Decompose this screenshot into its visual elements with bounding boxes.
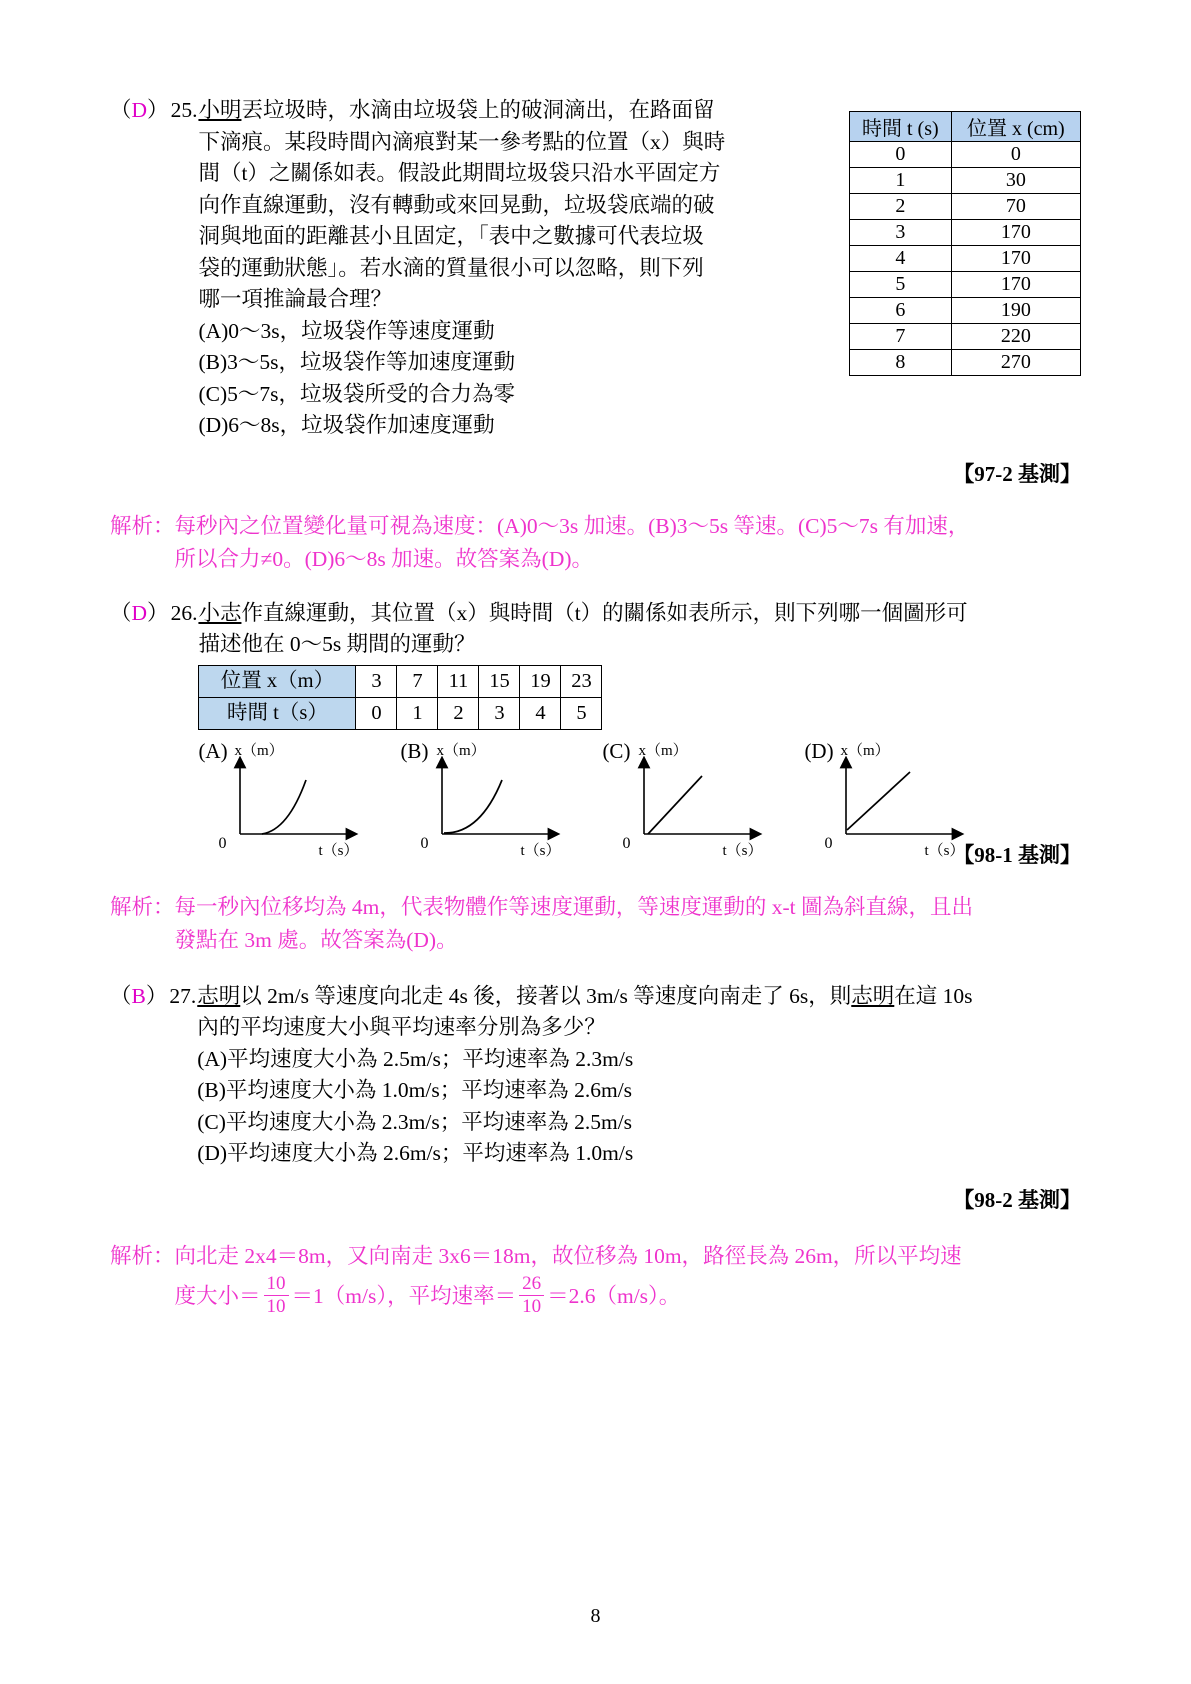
table-row-time [199, 697, 602, 729]
question-25 [110, 95, 1081, 488]
graph-x-axis-label: t（s） [722, 842, 763, 859]
table-row-position [199, 665, 602, 697]
table-row [850, 246, 1081, 272]
graph-y-axis-label: x（m） [638, 742, 688, 759]
cell-position: 7 [397, 665, 438, 697]
stem-line: 描述他在 0～5s 期間的運動？ [198, 632, 476, 656]
table-row [850, 350, 1081, 376]
explanation-line: 發點在 3m 處。故答案為(D)。 [174, 927, 458, 952]
explanation-body [175, 1240, 1081, 1320]
fraction-denominator: 10 [264, 1295, 289, 1318]
explanation-line: 向北走 2x4＝8m，又向南走 3x6＝18m，故位移為 10m，路徑長為 26m，所以平均速 [174, 1243, 962, 1268]
stem-line: 下滴痕。某段時間內滴痕對某一參考點的位置（x）與時 [198, 129, 726, 154]
question-26-source: 【98-1 基測】 [953, 842, 1081, 867]
cell-position: 170 [951, 272, 1080, 298]
table-row [850, 298, 1081, 324]
fraction-numerator: 26 [522, 1273, 542, 1295]
cell-time: 1 [397, 697, 438, 729]
answer-marker: （B） [110, 983, 168, 1008]
cell-position: 170 [951, 246, 1080, 272]
table-row [850, 220, 1081, 246]
row-label-position: 位置 x（m） [199, 665, 356, 697]
stem-line: 哪一項推論最合理？ [198, 287, 392, 311]
question-26-graph-options [198, 736, 1081, 861]
page-number: 8 [590, 1605, 601, 1627]
graph-origin-label: 0 [622, 834, 631, 852]
fraction-average-speed [519, 1273, 544, 1318]
explanation-line-with-fractions [175, 1273, 1081, 1320]
graph-option-d-label: (D) [804, 738, 834, 763]
cell-position: 190 [951, 298, 1080, 324]
cell-position: 170 [951, 220, 1080, 246]
stem-line-rest: 丟垃圾時，水滴由垃圾袋上的破洞滴出，在路面留 [241, 98, 715, 122]
graph-y-axis-label: x（m） [234, 742, 284, 759]
cell-time: 0 [356, 697, 397, 729]
cell-position: 11 [438, 665, 479, 697]
stem-line: 洞與地面的距離甚小且固定，「表中之數據可代表垃圾 [198, 224, 704, 248]
cell-position: 15 [479, 665, 520, 697]
table-row [850, 194, 1081, 220]
explanation-line: 每一秒內位移均為 4m，代表物體作等速度運動，等速度運動的 x-t 圖為斜直線，且出 [174, 894, 974, 919]
cell-time: 7 [850, 324, 952, 350]
explanation-label: 解析： [110, 1243, 175, 1268]
question-25-source: 【97-2 基測】 [953, 461, 1081, 486]
cell-time: 6 [850, 298, 952, 324]
option-a[interactable]: (A)平均速度大小為 2.5m/s；平均速率為 2.3m/s [197, 1046, 634, 1071]
question-27-explanation [110, 1240, 1081, 1320]
cell-position: 19 [520, 665, 561, 697]
graph-origin-label: 0 [420, 834, 429, 852]
question-27-source: 【98-2 基測】 [953, 1187, 1081, 1212]
cell-time: 0 [850, 142, 952, 168]
cell-time: 2 [850, 194, 952, 220]
cell-position: 30 [951, 168, 1080, 194]
question-26-data-table [198, 665, 602, 730]
stem-line [198, 598, 1081, 630]
graph-x-axis-label: t（s） [520, 842, 561, 859]
cell-time: 5 [561, 697, 602, 729]
cell-time: 5 [850, 272, 952, 298]
graph-origin-label: 0 [824, 834, 833, 852]
stem-line [197, 981, 1081, 1013]
option-d[interactable]: (D)平均速度大小為 2.6m/s；平均速率為 1.0m/s [197, 1141, 634, 1165]
explanation-fragment: ＝2.6（m/s）。 [547, 1283, 681, 1308]
question-number: 27. [169, 983, 197, 1008]
fraction-numerator: 10 [266, 1273, 286, 1295]
table-header-row [850, 112, 1081, 142]
question-number: 26. [170, 600, 198, 625]
explanation-label: 解析： [110, 513, 175, 538]
cell-position: 23 [561, 665, 602, 697]
stem-underlined-name: 志明 [197, 983, 241, 1008]
graph-b-plot [428, 756, 588, 846]
graph-option-c-label: (C) [602, 738, 631, 763]
fraction-denominator: 10 [519, 1295, 544, 1318]
table-row [850, 272, 1081, 298]
answer-marker: （D） [110, 98, 169, 122]
stem-line: 間（t）之關係如表。假設此期間垃圾袋只沿水平固定方 [198, 161, 721, 185]
graph-option-d[interactable] [804, 736, 1004, 861]
answer-marker: （D） [110, 600, 169, 625]
question-26 [110, 598, 1081, 869]
option-a[interactable]: (A)0～3s，垃圾袋作等速度運動 [198, 318, 495, 343]
graph-x-axis-label: t（s） [318, 842, 359, 859]
explanation-line: 所以合力≠0。(D)6～8s 加速。故答案為(D)。 [174, 546, 594, 571]
graph-origin-label: 0 [218, 834, 227, 852]
option-c[interactable]: (C)平均速度大小為 2.3m/s；平均速率為 2.5m/s [197, 1109, 633, 1134]
option-c[interactable]: (C)5～7s，垃圾袋所受的合力為零 [198, 381, 515, 406]
cell-time: 4 [850, 246, 952, 272]
answer-letter: D [131, 98, 148, 122]
cell-position: 270 [951, 350, 1080, 376]
row-label-time: 時間 t（s） [199, 697, 356, 729]
explanation-label: 解析： [110, 894, 175, 919]
cell-position: 3 [356, 665, 397, 697]
cell-time: 3 [850, 220, 952, 246]
option-d[interactable]: (D)6～8s，垃圾袋作加速度運動 [198, 413, 495, 437]
graph-d-plot [832, 756, 992, 846]
question-25-body [198, 95, 763, 442]
fraction-average-velocity [264, 1273, 289, 1318]
option-b[interactable]: (B)平均速度大小為 1.0m/s；平均速率為 2.6m/s [197, 1078, 633, 1102]
graph-a-plot [226, 756, 386, 846]
question-26-explanation [110, 891, 1081, 957]
table-row [850, 324, 1081, 350]
question-number: 25. [170, 98, 198, 122]
cell-time: 1 [850, 168, 952, 194]
question-26-header [110, 598, 1081, 861]
graph-y-axis-label: x（m） [436, 742, 486, 759]
explanation-body [175, 510, 1081, 576]
stem-line: 內的平均速度大小與平均速率分別為多少？ [197, 1015, 606, 1039]
cell-position: 0 [951, 142, 1080, 168]
question-26-body [198, 598, 1081, 861]
explanation-fragment: ＝1（m/s），平均速率＝ [291, 1283, 517, 1308]
explanation-body [175, 891, 1081, 957]
explanation-fragment: 度大小＝ [174, 1283, 261, 1308]
explanation-line: 每秒內之位置變化量可視為速度：(A)0～3s 加速。(B)3～5s 等速。(C)5～7s 有加速， [174, 513, 970, 538]
cell-position: 220 [951, 324, 1080, 350]
answer-letter: B [131, 983, 146, 1008]
cell-time: 8 [850, 350, 952, 376]
graph-option-a-label: (A) [198, 738, 228, 763]
graph-y-axis-label: x（m） [840, 742, 890, 759]
cell-position: 70 [951, 194, 1080, 220]
graph-option-b-label: (B) [400, 738, 429, 763]
question-27-header [110, 981, 1081, 1170]
cell-time: 2 [438, 697, 479, 729]
cell-time: 3 [479, 697, 520, 729]
table-header-position: 位置 x (cm) [951, 112, 1080, 142]
table-row [850, 142, 1081, 168]
answer-letter: D [131, 600, 148, 625]
stem-line-rest: 以 2m/s 等速度向北走 4s 後，接著以 3m/s 等速度向南走了 6s，則志明在這 10s [240, 983, 973, 1008]
graph-x-axis-label: t（s） [924, 842, 965, 859]
table-row [850, 168, 1081, 194]
question-25-explanation [110, 510, 1081, 576]
table-header-time: 時間 t (s) [850, 112, 952, 142]
graph-option-c[interactable] [602, 736, 802, 861]
option-b[interactable]: (B)3～5s，垃圾袋作等加速度運動 [198, 350, 515, 374]
stem-underlined-name: 小志 [198, 600, 242, 625]
question-25-data-table [849, 111, 1081, 376]
question-27 [110, 981, 1081, 1214]
graph-c-plot [630, 756, 790, 846]
stem-line [198, 95, 763, 127]
question-27-body [197, 981, 1081, 1170]
stem-line-rest: 作直線運動，其位置（x）與時間（t）的關係如表所示，則下列哪一個圖形可 [241, 600, 968, 625]
graph-option-a[interactable] [198, 736, 398, 861]
stem-underlined-name: 小明 [198, 98, 242, 122]
graph-option-b[interactable] [400, 736, 600, 861]
stem-line: 向作直線運動，沒有轉動或來回晃動，垃圾袋底端的破 [198, 192, 715, 217]
cell-time: 4 [520, 697, 561, 729]
stem-line: 袋的運動狀態」。若水滴的質量很小可以忽略，則下列 [198, 255, 704, 280]
